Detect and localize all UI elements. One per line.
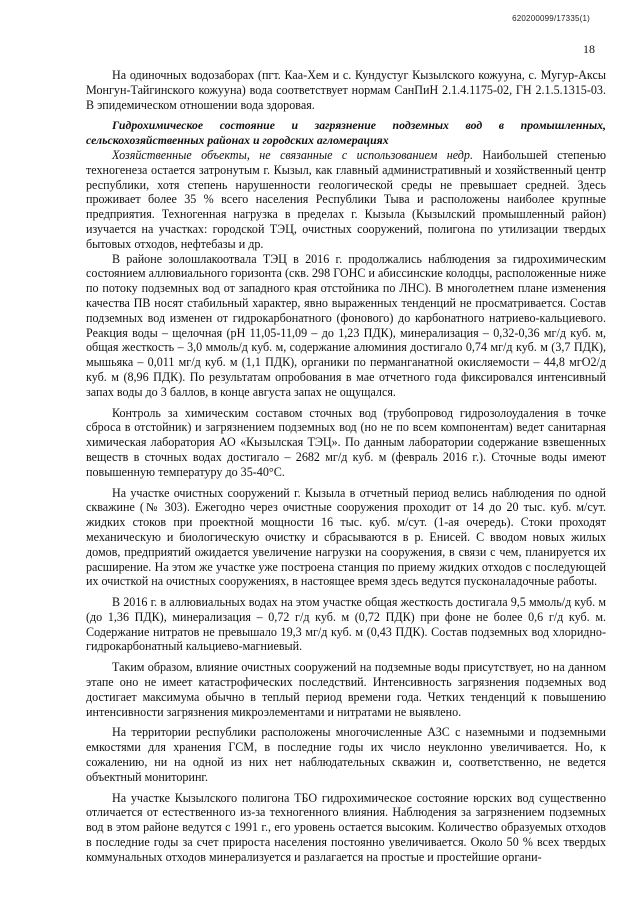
paragraph-treatment-facilities: На участке очистных сооружений г. Кызыла в отчетный период велись наблюдения по одной скважине (№ 303). Ежегодно через очистные сооружения проходит от 14 до 20 тыс. куб. м/сут. жидких стоков при проектной мощности 16 тыс. куб. м/сут. (1-ая очередь). Стоки проходят механическую и биологическую очистку и сбрасываются в р. Енисей. С вводом новых жилых домов, предприятий ожидается увеличение нагрузки на сооружения, в связи с чем, планируется их расширение. На этом же участке уже построена станция по приему жидких отходов с последующей их очисткой на очистных сооружениях, в настоящее время здесь ведутся пусконаладочные работы.	[86, 485, 606, 589]
paragraph-gas-stations: На территории республики расположены многочисленные АЗС с наземными и подземными емкостями для хранения ГСМ, в последние годы их число неуклонно увеличивается. Но, к сожалению, ни на одной из них нет наблюдательных скважин и, соответственно, не ведется объектный мониторинг.	[86, 725, 606, 784]
paragraph-conclusion: Таким образом, влияние очистных сооружений на подземные воды присутствует, но на данном этапе оно не имеет катастрофических последствий. Интенсивность загрязнения подземных вод достигает максимума обычно в теплый период времени года. Четких тенденций к повышению интенсивности загрязнения микроэлементами и нитратами не выявлено.	[86, 660, 606, 719]
paragraph-landfill: На участке Кызылского полигона ТБО гидрохимическое состояние юрских вод существенно отличается от естественного из-за техногенного влияния. Наблюдения за загрязнением подземных вод в этом районе ведутся с 1991 г., его уровень остается высоким. Количество образуемых отходов в последние годы за счет прироста населения постоянно увеличивается. Около 50 % всех твердых коммунальных отходов минерализуется и разлагается на простые и простейшие органи-	[86, 790, 606, 864]
subsection-text: Наибольшей степенью техногенеза остается затронутым г. Кызыл, как главный административный и хозяйственный центр республики, хотя степень нарушенности геологической среды не превышает средней. Здесь проживает более 35 % всего населения Республики Тыва и расположены наиболее крупные предприятия. Техногенная нагрузка в пределах г. Кызыла (Кызылский промышленный район) изучается на участках: городской ТЭЦ, очистных сооружений, полигона по утилизации твердых бытовых отходов, нефтебазы и др.	[86, 147, 606, 251]
document-number: 620200099/17335(1)	[512, 14, 590, 23]
page-number: 18	[583, 42, 595, 56]
paragraph-alluvial-waters-2016: В 2016 г. в аллювиальных водах на этом участке общая жесткость достигала 9,5 ммоль/д куб. м (до 1,36 ПДК), минерализация – 0,72 г/д куб. м (0,72 ПДК) при фоне не более 0,6 г/д куб. м. Содержание нитратов не превышало 19,3 мг/д куб. м (0,43 ПДК). Состав подземных вод хлоридно-гидрокарбонатный кальциево-магниевый.	[86, 595, 606, 654]
section-heading: Гидрохимическое состояние и загрязнение подземных вод в промышленных, сельскохозяйственных районах и городских агломерациях	[86, 118, 606, 148]
paragraph-tec-ash-dump: В районе золошлакоотвала ТЭЦ в 2016 г. продолжались наблюдения за гидрохимическим состоянием аллювиального горизонта (скв. 298 ГОНС и абиссинские колодцы, расположенные ниже по потоку подземных вод от западного края отстойника по ЛНС). В многолетнем плане изменения качества ПВ носят стабильный характер, явно выраженных тенденций не просматривается. Состав подземных вод изменен от гидрокарбонатного (фонового) до карбонатного натриево-кальциевого. Реакция воды – щелочная (pH 11,05-11,09 – до 1,23 ПДК), минерализация – 0,32-0,36 мг/д куб. м, общая жесткость – 3,0 ммоль/д куб. м, содержание алюминия достигало 0,74 мг/д куб. м (3,7 ПДК), мышьяка – 0,011 мг/д куб. м (1,1 ПДК), органики по перманганатной окисляемости – 44,8 мгО2/д куб. м (8,96 ПДК). По результатам опробования в мае отчетного года фиксировался интенсивный запах воды до 3 баллов, в конце августа запах не ощущался.	[86, 251, 606, 399]
document-body	[86, 68, 606, 871]
intro-paragraph: На одиночных водозаборах (пгт. Каа-Хем и с. Кундустуг Кызылского кожууна, с. Мугур-Аксы Монгун-Тайгинского кожууна) вода соответствует нормам СанПиН 2.1.4.1175-02, ГН 2.1.5.1315-03. В эпидемическом отношении вода здоровая.	[86, 68, 606, 112]
paragraph-wastewater-control: Контроль за химическим составом сточных вод (трубопровод гидрозолоудаления в точке сброса в отстойник) и загрязнением подземных вод (но не по всем компонентам) ведет санитарная химическая лаборатория АО «Кызылская ТЭЦ». По данным лаборатории содержание взвешенных веществ в сточных водах достигало – 2682 мг/д куб. м (февраль 2016 г.). Сточные воды имеют повышенную температуру до 35-40°С.	[86, 405, 606, 479]
subsection-paragraph	[86, 148, 606, 252]
subsection-label: Хозяйственные объекты, не связанные с использованием недр.	[112, 147, 473, 162]
